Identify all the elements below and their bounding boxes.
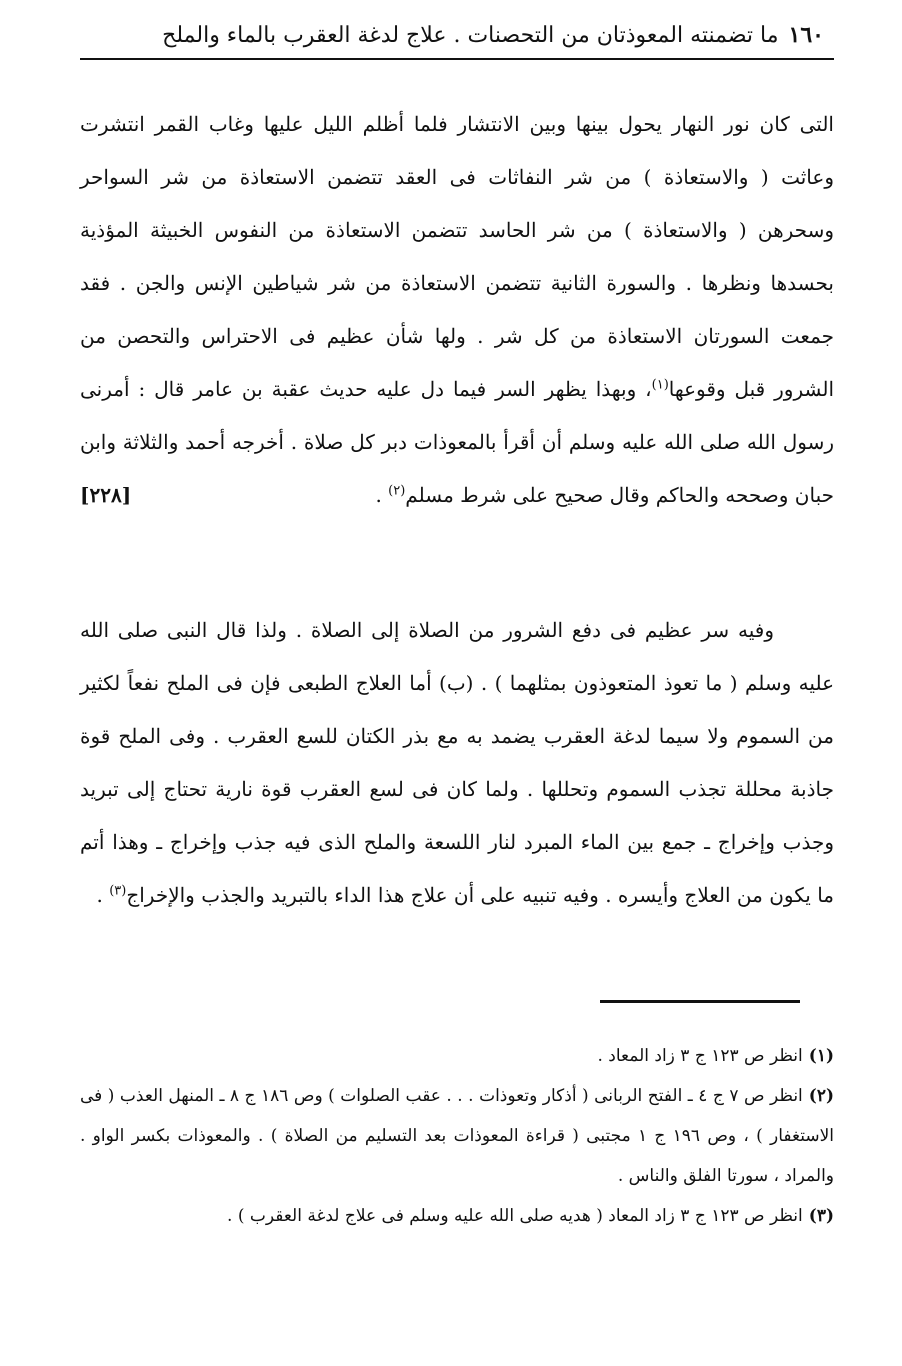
footnote-number: (٢) [808, 1086, 835, 1106]
paragraph-1-end: . [375, 483, 389, 507]
footnote-3 [80, 1196, 834, 1236]
footnote-marker-3: (٣) [109, 883, 127, 899]
page-header [95, 14, 824, 56]
paragraph-1 [80, 98, 834, 522]
paragraph-2-end: . [96, 883, 110, 907]
reference-number: [٢٢٨] [80, 483, 132, 507]
footnote-number: (١) [808, 1046, 834, 1066]
footnote-marker-2: (٢) [388, 483, 406, 499]
footnote-text: انظر ص ١٢٣ ج ٣ زاد المعاد ( هديه صلى الله عليه وسلم فى علاج لدغة العقرب ) . [227, 1206, 803, 1226]
paragraph-2 [80, 604, 834, 922]
footnote-marker-1: (١) [651, 377, 669, 393]
page-number: ١٦٠ [788, 22, 824, 48]
paragraph-2-text: وفيه سر عظيم فى دفع الشرور من الصلاة إلى الصلاة . ولذا قال النبى صلى الله عليه وسلم ( ما تعوذ المتعوذون بمثلهما ) . (ب) أما العلاج الطبعى فإن فى الملح نفعاً لكثير من السموم ولا سيما لدغة العقرب يضمد به مع بذر الكتان للسع العقرب . وفى الملح قوة جاذبة محللة تجذب السموم وتحللها . ولما كان فى لسع العقرب قوة نارية تحتاج إلى تبريد وجذب وإخراج ـ جمع بين الماء المبرد لنار اللسعة والملح الذى فيه جذب وإخراج ـ وهذا أتم ما يكون من العلاج وأيسره . وفيه تنبيه على أن علاج هذا الداء بالتبريد والجذب والإخراج [80, 618, 834, 907]
footnote-1 [80, 1036, 834, 1076]
footnote-number: (٣) [808, 1206, 834, 1226]
header-rule [80, 58, 834, 60]
footnote-2 [80, 1076, 834, 1196]
footnotes [80, 1036, 834, 1236]
paragraph-1-text: التى كان نور النهار يحول بينها وبين الانتشار فلما أظلم الليل عليها وغاب القمر انتشرت وعاثت ( والاستعاذة ) من شر النفاثات فى العقد تتضمن الاستعاذة من شر السواحر وسحرهن ( والاستعاذة ) من شر الحاسد تتضمن الاستعاذة من النفوس الخبيثة المؤذية بحسدها ونظرها . والسورة الثانية تتضمن الاستعاذة من شر شياطين الإنس والجن . فقد جمعت السورتان الاستعاذة من كل شر . ولها شأن عظيم فى الاحتراس والتحصن من الشرور قبل وقوعها [80, 112, 834, 401]
footnote-text: انظر ص ١٢٣ ج ٣ زاد المعاد . [597, 1046, 803, 1066]
running-title: ما تضمنته المعوذتان من التحصنات . علاج لدغة العقرب بالماء والملح [162, 22, 779, 48]
footnote-rule [600, 1000, 800, 1003]
paragraph-1-text-b: ، وبهذا يظهر السر فيما دل عليه حديث عقبة بن عامر قال : أمرنى رسول الله صلى الله عليه وسلم أن أقرأ بالمعوذات دبر كل صلاة . أخرجه أحمد والثلاثة وابن حبان وصححه والحاكم وقال صحيح على شرط مسلم [80, 377, 834, 507]
footnote-text: انظر ص ٧ ج ٤ ـ الفتح الربانى ( أذكار وتعوذات . . . عقب الصلوات ) وص ١٨٦ ج ٨ ـ المنهل العذب ( فى الاستغفار ) ، وص ١٩٦ ج ١ مجتبى ( قراءة المعوذات بعد التسليم من الصلاة ) . والمعوذات بكسر الواو . والمراد ، سورتا الفلق والناس . [80, 1086, 835, 1186]
